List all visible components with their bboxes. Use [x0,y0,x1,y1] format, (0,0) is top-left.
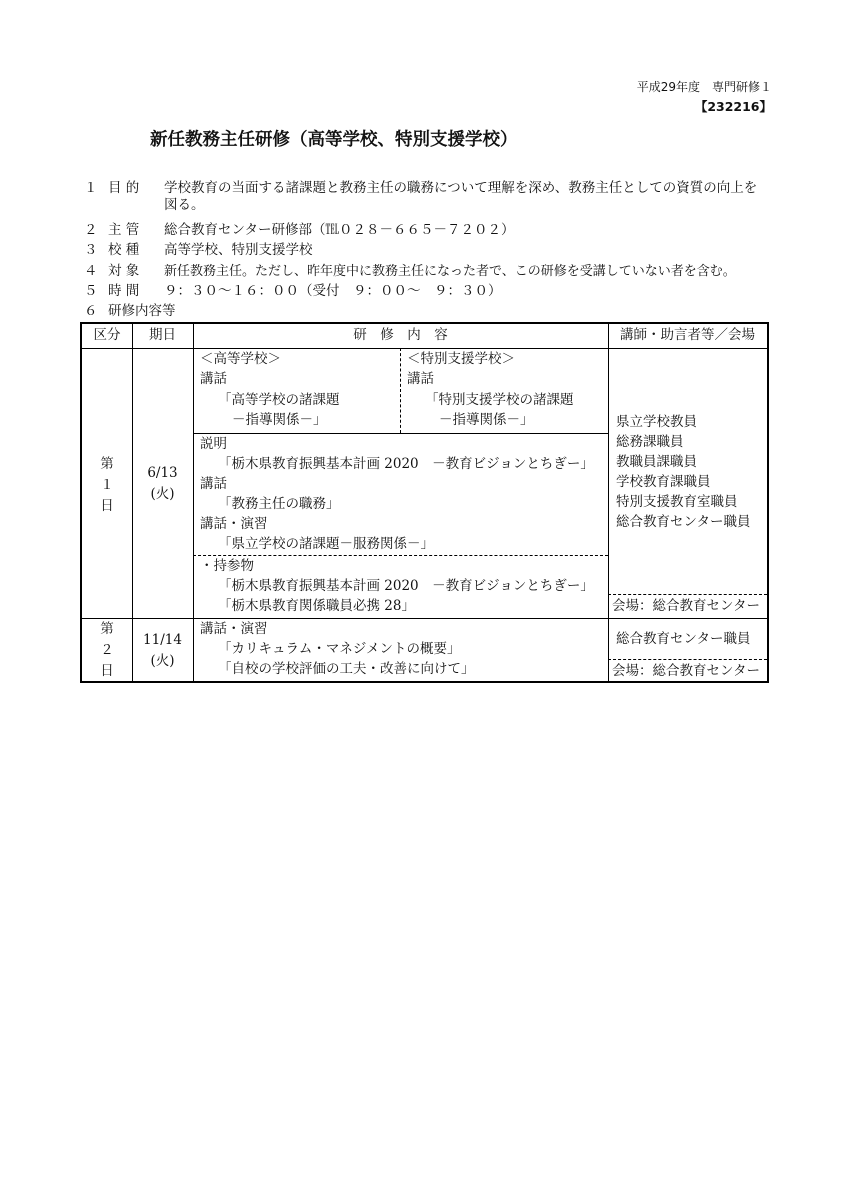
header-kubun: 区分 [93,327,121,343]
tokubetsu-topic: 「特別支援学校の諸課題 [425,392,574,408]
day2-weekday: (火) [150,653,175,669]
overview-text: 学校教育の当面する諸課題と教務主任の職務について理解を深め、教務主任としての資質の向上を [164,180,758,196]
page-title: 新任教務主任研修（高等学校、特別支援学校） [150,130,518,150]
day1-lecturer: 学校教育課職員 [616,474,711,490]
header-lecturer: 講師・助言者等／会場 [620,327,755,343]
common-line: 説明 [200,436,227,452]
day1-lecturer: 県立学校教員 [616,414,697,430]
overview-text: ９：３０～１６：００（受付 ９：００～ ９：３０） [164,283,502,299]
overview-label: 対 象 [108,263,140,279]
koko-sub: －指導関係－」 [232,412,327,428]
overview-text: 高等学校、特別支援学校 [164,242,313,258]
day2-kubun-1: 第 [100,621,114,637]
day2-venue: 会場：総合教育センター [612,663,760,679]
overview-text: 総合教育センター研修部（℡０２８－６６５－７２０２） [164,222,515,238]
day2-content-line: 「自校の学校評価の工夫・改善に向けて」 [218,661,475,677]
header-content: 研 修 内 容 [353,327,448,343]
column-divider [608,324,609,681]
day2-content-line: 講話・演習 [200,621,268,637]
overview-text-cont: 図る。 [164,197,205,213]
overview-label: 主 管 [108,222,140,238]
overview-num: ６ [84,303,98,319]
venue-divider-dashed [608,594,767,595]
bring-line: ・持参物 [200,558,254,574]
schedule-table [80,322,769,683]
day2-content-line: 「カリキュラム・マネジメントの概要」 [218,641,461,657]
common-line: 「栃木県教育振興基本計画 2020 －教育ビジョンとちぎー」 [218,456,594,472]
venue-divider-dashed [608,659,767,660]
tokubetsu-heading: ＜特別支援学校＞ [407,351,515,367]
overview-label: 研修内容等 [108,303,176,319]
day1-kubun-3: 日 [100,498,114,514]
day2-lecturer: 総合教育センター職員 [616,631,751,647]
day1-venue: 会場：総合教育センター [612,598,760,614]
header-year-label: 平成29年度 専門研修１ [636,80,772,94]
day1-weekday: (火) [150,486,175,502]
overview-num: ４ [84,263,98,279]
day1-lecturer: 教職員課職員 [616,454,697,470]
header-date: 期日 [149,327,176,343]
day-divider [82,618,767,619]
day1-lecturer: 総務課職員 [616,434,684,450]
day1-kubun-2: １ [100,477,114,493]
content-divider-dashed [193,555,608,556]
overview-num: ２ [84,222,98,238]
overview-num: ３ [84,242,98,258]
overview-label: 時 間 [108,283,140,299]
common-line: 講話・演習 [200,516,268,532]
bring-line: 「栃木県教育振興基本計画 2020 －教育ビジョンとちぎー」 [218,578,594,594]
school-type-divider [400,348,401,433]
common-line: 講話 [200,476,227,492]
koko-heading: ＜高等学校＞ [200,351,281,367]
koko-type: 講話 [200,371,227,387]
day1-lecturer: 特別支援教育室職員 [616,494,738,510]
koko-topic: 「高等学校の諸課題 [218,392,340,408]
overview-num: １ [84,180,98,196]
day1-date: 6/13 [147,465,178,481]
day2-kubun-3: 日 [100,663,114,679]
day2-date: 11/14 [143,632,182,648]
tokubetsu-sub: －指導関係－」 [439,412,534,428]
day2-kubun-2: ２ [100,642,114,658]
tokubetsu-type: 講話 [407,371,434,387]
overview-label: 校 種 [108,242,140,258]
common-line: 「県立学校の諸課題－服務関係－」 [218,536,434,552]
day1-lecturer: 総合教育センター職員 [616,514,751,530]
bring-line: 「栃木県教育関係職員必携 28」 [218,598,415,614]
overview-label: 目 的 [108,180,140,196]
column-divider [193,324,194,681]
day1-kubun-1: 第 [100,456,114,472]
overview-num: ５ [84,283,98,299]
header-course-code: 【232216】 [694,99,772,114]
common-line: 「教務主任の職務」 [218,496,340,512]
overview-text: 新任教務主任。ただし、昨年度中に教務主任になった者で、この研修を受講していない者を含む。 [164,264,736,279]
content-divider [193,433,608,434]
